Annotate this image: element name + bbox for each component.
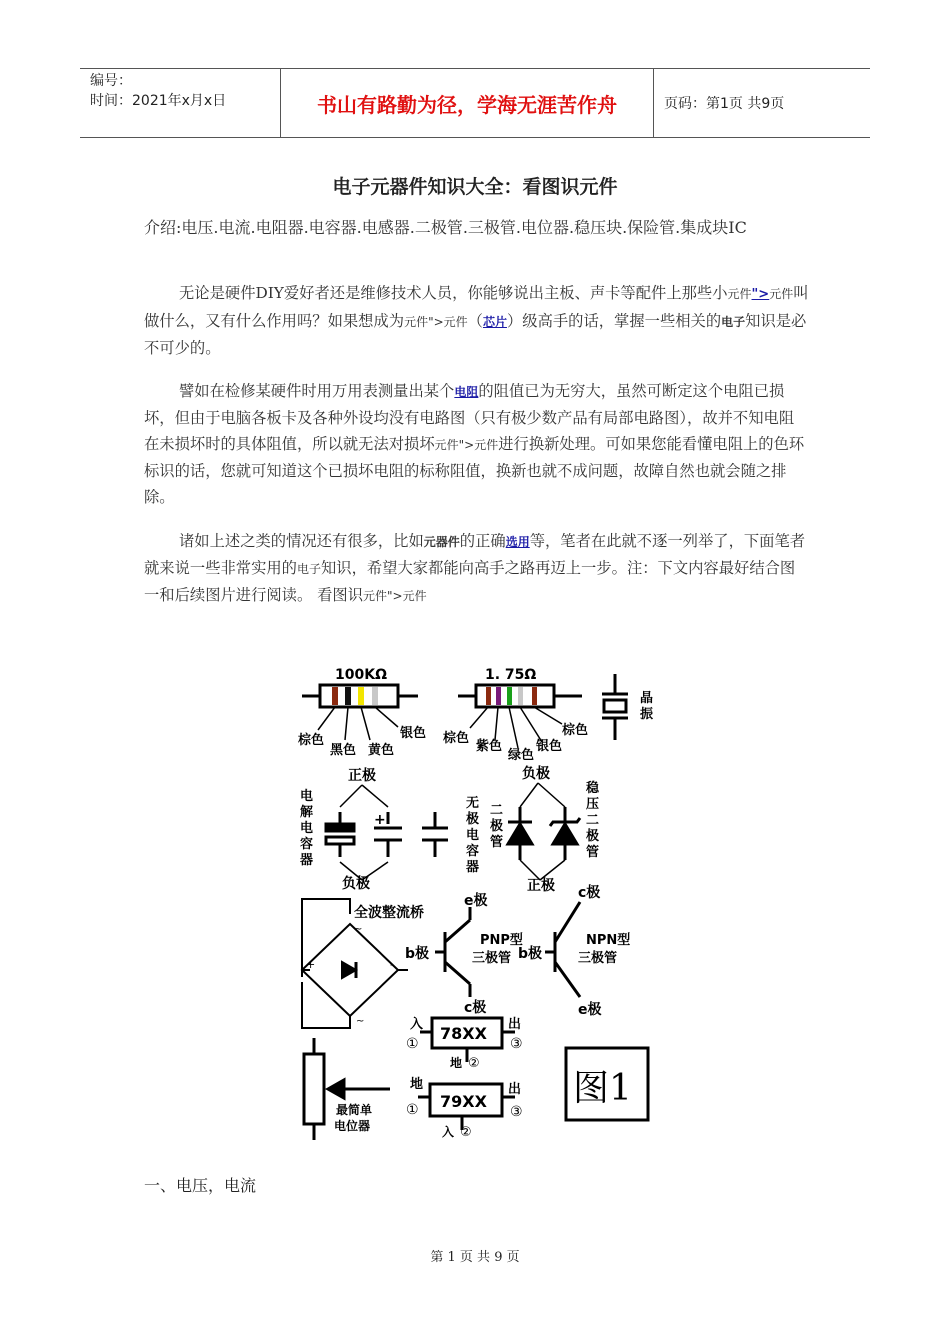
electrolytic-capacitor-icon bbox=[326, 812, 354, 857]
link-chip[interactable]: 芯片 bbox=[482, 315, 507, 329]
link-arrow[interactable]: "> bbox=[751, 287, 770, 302]
svg-text:~: ~ bbox=[356, 1016, 365, 1027]
npn-e: e极 bbox=[578, 1002, 602, 1018]
svg-text:三极管: 三极管 bbox=[472, 951, 512, 966]
svg-text:78XX: 78XX bbox=[440, 1024, 487, 1043]
svg-text:出: 出 bbox=[508, 1082, 522, 1097]
svg-text:管: 管 bbox=[586, 845, 600, 860]
svg-text:极: 极 bbox=[586, 829, 600, 844]
svg-text:压: 压 bbox=[586, 797, 600, 812]
svg-text:最简单: 最简单 bbox=[336, 1103, 373, 1117]
r2-label-4: 银色 bbox=[536, 739, 563, 754]
r1-label-3: 黄色 bbox=[368, 743, 395, 758]
cap-positive: 正极 bbox=[348, 768, 376, 784]
svg-text:+: + bbox=[306, 958, 316, 971]
svg-text:入: 入 bbox=[442, 1125, 455, 1139]
svg-text:管: 管 bbox=[490, 835, 504, 850]
pnp-c: c极 bbox=[464, 1000, 487, 1016]
svg-text:容: 容 bbox=[466, 844, 480, 859]
r2-value: 1. 75Ω bbox=[485, 667, 537, 683]
svg-text:地: 地 bbox=[410, 1077, 424, 1092]
doc-title: 电子元器件知识大全：看图识元件 bbox=[332, 176, 618, 198]
svg-text:①: ① bbox=[406, 1036, 419, 1052]
svg-text:地: 地 bbox=[450, 1056, 463, 1070]
svg-text:~: ~ bbox=[354, 924, 363, 935]
number-label: 编号： bbox=[90, 73, 132, 89]
svg-text:①: ① bbox=[406, 1102, 419, 1118]
paragraph-3: 诸如上述之类的情况还有很多，比如元器件的正确选用等，笔者在此就不逐一列举了，下面笔者就来说一些非常实用的电子知识，希望大家都能向高手之路再迈上一步。注：下文内容最好结合图一和后续图片进行阅读。 看图识元件">元件 bbox=[144, 532, 806, 604]
nonpolar-capacitor-icon bbox=[422, 812, 448, 857]
svg-text:③: ③ bbox=[510, 1104, 523, 1120]
svg-text:电: 电 bbox=[466, 828, 480, 843]
svg-text:二: 二 bbox=[586, 813, 600, 828]
svg-text:②: ② bbox=[468, 1056, 480, 1071]
svg-text:三极管: 三极管 bbox=[578, 951, 618, 966]
crystal-label-1: 晶 bbox=[640, 691, 654, 706]
figure-label: 图1 bbox=[573, 1068, 632, 1109]
svg-text:入: 入 bbox=[410, 1017, 424, 1032]
svg-text:电: 电 bbox=[300, 789, 314, 804]
r2-label-1: 棕色 bbox=[443, 731, 470, 746]
header-motto: 书山有路勤为径，学海无涯苦作舟 bbox=[280, 69, 654, 137]
r1-label-2: 黑色 bbox=[330, 743, 357, 758]
page-footer: 第 1 页 共 9 页 bbox=[430, 1250, 520, 1265]
doc-intro: 介绍:电压.电流.电阻器.电容器.电感器.二极管.三极管.电位器.稳压块.保险管.集成块IC bbox=[144, 218, 747, 237]
svg-text:PNP型: PNP型 bbox=[480, 933, 523, 948]
r1-value: 100KΩ bbox=[335, 667, 387, 683]
svg-text:+: + bbox=[374, 812, 386, 828]
npn-b: b极 bbox=[518, 946, 543, 962]
svg-text:容: 容 bbox=[300, 837, 314, 852]
svg-text:出: 出 bbox=[508, 1017, 522, 1032]
svg-text:电: 电 bbox=[300, 821, 314, 836]
svg-text:二: 二 bbox=[490, 803, 504, 818]
svg-text:稳: 稳 bbox=[586, 781, 600, 796]
time-label: 时间：2021年x月x日 bbox=[90, 93, 227, 109]
svg-text:②: ② bbox=[460, 1125, 472, 1140]
page-header bbox=[80, 68, 870, 138]
link-selection[interactable]: 选用 bbox=[505, 535, 530, 549]
paragraph-1: 无论是硬件DIY爱好者还是维修技术人员，你能够说出主板、声卡等配件上那些小元件">元件叫做什么，又有什么作用吗？如果想成为元件">元件（芯片）级高手的话，掌握一些相关的电子知识是必不可少的。 bbox=[144, 284, 809, 357]
crystal-label-2: 振 bbox=[640, 707, 654, 722]
svg-text:极: 极 bbox=[466, 812, 480, 827]
pnp-e: e极 bbox=[464, 893, 488, 909]
svg-text:NPN型: NPN型 bbox=[586, 933, 631, 948]
link-resistor[interactable]: 电阻 bbox=[454, 385, 479, 399]
svg-text:器: 器 bbox=[300, 853, 314, 868]
pnp-transistor-icon bbox=[435, 907, 470, 997]
svg-text:器: 器 bbox=[466, 860, 480, 875]
r1-label-1: 棕色 bbox=[298, 733, 325, 748]
cap-negative: 负极 bbox=[342, 876, 370, 892]
svg-text:极: 极 bbox=[490, 819, 504, 834]
npn-transistor-icon bbox=[545, 902, 580, 997]
crystal-icon bbox=[602, 674, 628, 740]
r1-label-4: 银色 bbox=[400, 726, 427, 741]
pnp-b: b极 bbox=[405, 946, 430, 962]
svg-text:③: ③ bbox=[510, 1036, 523, 1052]
svg-text:电位器: 电位器 bbox=[334, 1119, 371, 1133]
diode-negative: 负极 bbox=[522, 766, 550, 782]
diode-positive: 正极 bbox=[527, 878, 555, 894]
header-meta bbox=[80, 69, 280, 137]
header-page-info: 页码：第1页 共9页 bbox=[664, 96, 785, 112]
svg-text:-: - bbox=[390, 958, 394, 971]
paragraph-2: 譬如在检修某硬件时用万用表测量出某个电阻的阻值已为无穷大，虽然可断定这个电阻已损坏，但由于电脑各板卡及各种外设均没有电路图（只有极少数产品有局部电路图），故并不知电阻在未损坏时的具体阻值，所以就无法对损坏元件">元件进行换新处理。可如果您能看懂电阻上的色环标识的话，您就可知道这个已损坏电阻的标称阻值，换新也就不成问题，故障自然也就会随之排除。 bbox=[144, 382, 805, 506]
npn-c: c极 bbox=[578, 885, 601, 901]
section-heading: 一、电压，电流 bbox=[144, 1176, 257, 1195]
svg-text:解: 解 bbox=[300, 805, 314, 820]
r2-label-5: 棕色 bbox=[562, 723, 589, 738]
zener-diode-icon bbox=[550, 807, 580, 860]
svg-text:无: 无 bbox=[466, 796, 480, 811]
figure-1-diagram bbox=[290, 652, 660, 1147]
r2-label-3: 绿色 bbox=[508, 748, 535, 763]
r2-label-2: 紫色 bbox=[476, 739, 503, 754]
bridge-label: 全波整流桥 bbox=[354, 905, 424, 921]
svg-text:79XX: 79XX bbox=[440, 1092, 487, 1111]
diode-icon bbox=[508, 807, 532, 860]
